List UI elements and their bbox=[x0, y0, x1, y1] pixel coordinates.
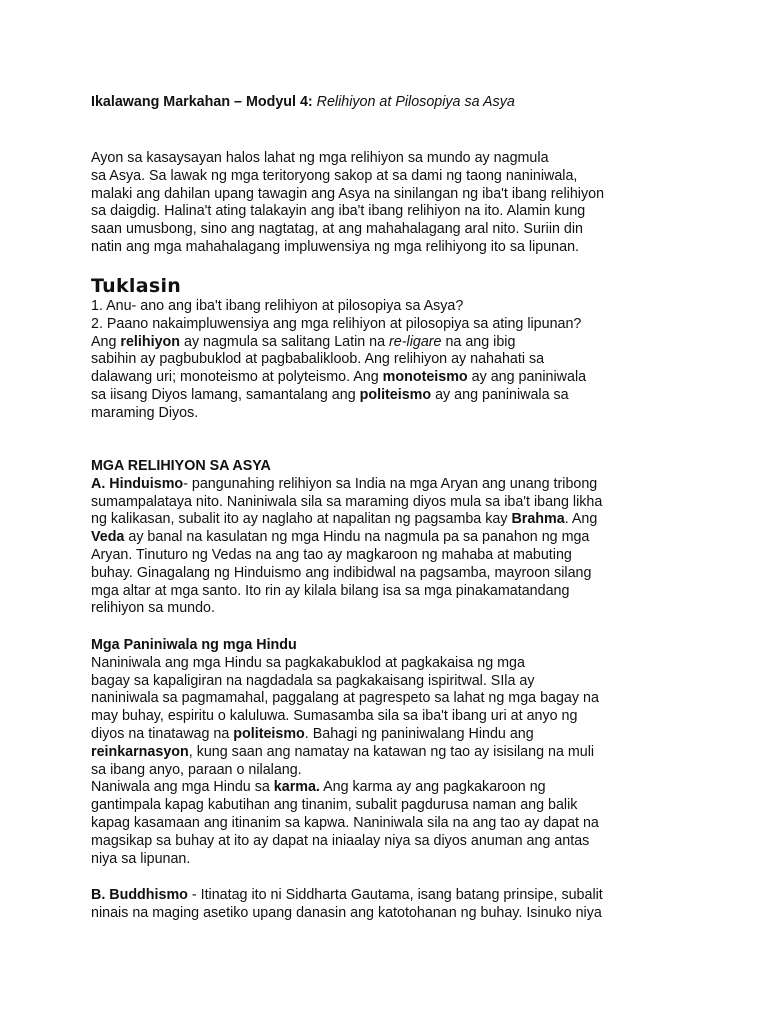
paniniwala-line: naniniwala sa pagmamahal, paggalang at pagrespeto sa lahat ng mga bagay na bbox=[91, 690, 599, 707]
intro-paragraph bbox=[91, 150, 604, 257]
module-title bbox=[91, 94, 515, 112]
paniniwala-line: sa ibang anyo, paraan o nilalang. bbox=[91, 761, 302, 778]
hinduismo-line: Aryan. Tinuturo ng Vedas na ang tao ay magkaroon ng mahaba at mabuting bbox=[91, 546, 572, 563]
paniniwala-line: gantimpala kapag kabutihan ang tinanim, subalit pagdurusa naman ang balik bbox=[91, 797, 578, 814]
paniniwala-line: may buhay, espiritu o kaluluwa. Sumasamba sila sa iba't ibang uri at anyo ng bbox=[91, 708, 578, 725]
paniniwala-line: niya sa lipunan. bbox=[91, 850, 191, 867]
definition-line: sa iisang Diyos lamang, samantalang ang politeismo ay ang paniniwala sa bbox=[91, 386, 569, 403]
hinduismo-line: mga altar at mga santo. Ito rin ay kilala bilang isa sa mga pinakamatandang bbox=[91, 582, 570, 599]
paniniwala-line: magsikap sa buhay at ito ay dapat na iniaalay niya sa diyos anuman ang antas bbox=[91, 832, 590, 849]
term-politeismo: politeismo bbox=[359, 386, 432, 403]
paniniwala-line: Naniniwala ang mga Hindu sa pagkakabuklod at pagkakaisa ng mga bbox=[91, 654, 525, 671]
term-re-ligare: re-ligare bbox=[389, 333, 442, 350]
intro-line: sa daigdig. Halina't ating talakayin ang iba't ibang relihiyon na ito. Alamin kung bbox=[91, 203, 586, 220]
paniniwala-section bbox=[91, 637, 599, 868]
definition-line: maraming Diyos. bbox=[91, 404, 199, 421]
paniniwala-line: reinkarnasyon, kung saan ang namatay na katawan ng tao ay isisilang na muli bbox=[91, 743, 595, 760]
module-title-label: Ikalawang Markahan – Modyul 4: bbox=[91, 94, 313, 110]
buddhismo-line: ninais na maging asetiko upang danasin ang katotohanan ng buhay. Isinuko niya bbox=[91, 904, 602, 921]
hinduismo-label: A. Hinduismo bbox=[91, 475, 184, 492]
intro-line: sa Asya. Sa lawak ng mga teritoryong sakop at sa dami ng taong naniniwala, bbox=[91, 167, 578, 184]
paniniwala-line: Naniwala ang mga Hindu sa karma. Ang karma ay ang pagkakaroon ng bbox=[91, 779, 546, 796]
section-heading: MGA RELIHIYON SA ASYA bbox=[91, 458, 271, 474]
hinduismo-line: relihiyon sa mundo. bbox=[91, 600, 215, 617]
paniniwala-line: kapag kasamaan ang itinanim sa kapwa. Naniniwala sila na ang tao ay dapat na bbox=[91, 814, 599, 831]
term-veda: Veda bbox=[91, 529, 125, 546]
module-title-subtitle: Relihiyon at Pilosopiya sa Asya bbox=[316, 94, 515, 110]
question-1: 1. Anu- ano ang iba't ibang relihiyon at pilosopiya sa Asya? bbox=[91, 298, 464, 314]
hinduismo-line: A. Hinduismo- pangunahing relihiyon sa India na mga Aryan ang unang tribong bbox=[91, 475, 598, 492]
tuklasin-section bbox=[91, 298, 586, 423]
buddhismo-section bbox=[91, 887, 603, 923]
hinduismo-line: buhay. Ginagalang ng Hinduismo ang indibidwal na pagsamba, mayroon silang bbox=[91, 564, 592, 581]
buddhismo-line: B. Buddhismo - Itinatag ito ni Siddharta Gautama, isang batang prinsipe, subalit bbox=[91, 887, 603, 903]
question-2: 2. Paano nakaimpluwensiya ang mga relihiyon at pilosopiya sa ating lipunan? bbox=[91, 315, 582, 332]
mga-relihiyon-section bbox=[91, 458, 602, 618]
tuklasin-heading: Tuklasin bbox=[91, 275, 182, 297]
definition-line: dalawang uri; monoteismo at polyteismo. Ang monoteismo ay ang paniniwala bbox=[91, 369, 587, 386]
relihiyon-definition-line: Ang relihiyon ay nagmula sa salitang Latin na re-ligare na ang ibig bbox=[91, 333, 516, 350]
term-politeismo: politeismo bbox=[233, 725, 305, 742]
hinduismo-line: Veda ay banal na kasulatan ng mga Hindu na nagmula pa sa panahon ng mga bbox=[91, 529, 590, 546]
intro-line: malaki ang dahilan upang tawagin ang Asya na sinilangan ng iba't ibang relihiyon bbox=[91, 185, 605, 202]
paniniwala-line: diyos na tinatawag na politeismo. Bahagi ng paniniwalang Hindu ang bbox=[91, 725, 534, 742]
term-karma: karma. bbox=[273, 779, 320, 796]
subsection-heading: Mga Paniniwala ng mga Hindu bbox=[91, 637, 297, 653]
term-monoteismo: monoteismo bbox=[382, 369, 468, 386]
intro-line: saan umusbong, sino ang nagtatag, at ang mahahalagang aral nito. Suriin din bbox=[91, 221, 584, 238]
buddhismo-label: B. Buddhismo bbox=[91, 887, 188, 903]
hinduismo-line: ng kalikasan, subalit ito ay naglaho at napalitan ng pagsamba kay Brahma. Ang bbox=[91, 511, 598, 528]
term-reinkarnasyon: reinkarnasyon bbox=[91, 743, 189, 760]
intro-line: Ayon sa kasaysayan halos lahat ng mga relihiyon sa mundo ay nagmula bbox=[91, 150, 549, 166]
definition-line: sabihin ay pagbubuklod at pagbabalikloob. Ang relihiyon ay nahahati sa bbox=[91, 351, 545, 368]
term-relihiyon: relihiyon bbox=[120, 333, 181, 350]
intro-line: natin ang mga mahahalagang impluwensiya ng mga relihiyong ito sa lipunan. bbox=[91, 238, 579, 255]
paniniwala-line: bagay sa kapaligiran na nagdadala sa pagkakaisang ispiritwal. SIla ay bbox=[91, 672, 535, 689]
term-brahma: Brahma bbox=[511, 511, 565, 528]
hinduismo-line: sumampalataya nito. Naniniwala sila sa maraming diyos mula sa iba't ibang likha bbox=[91, 493, 603, 510]
